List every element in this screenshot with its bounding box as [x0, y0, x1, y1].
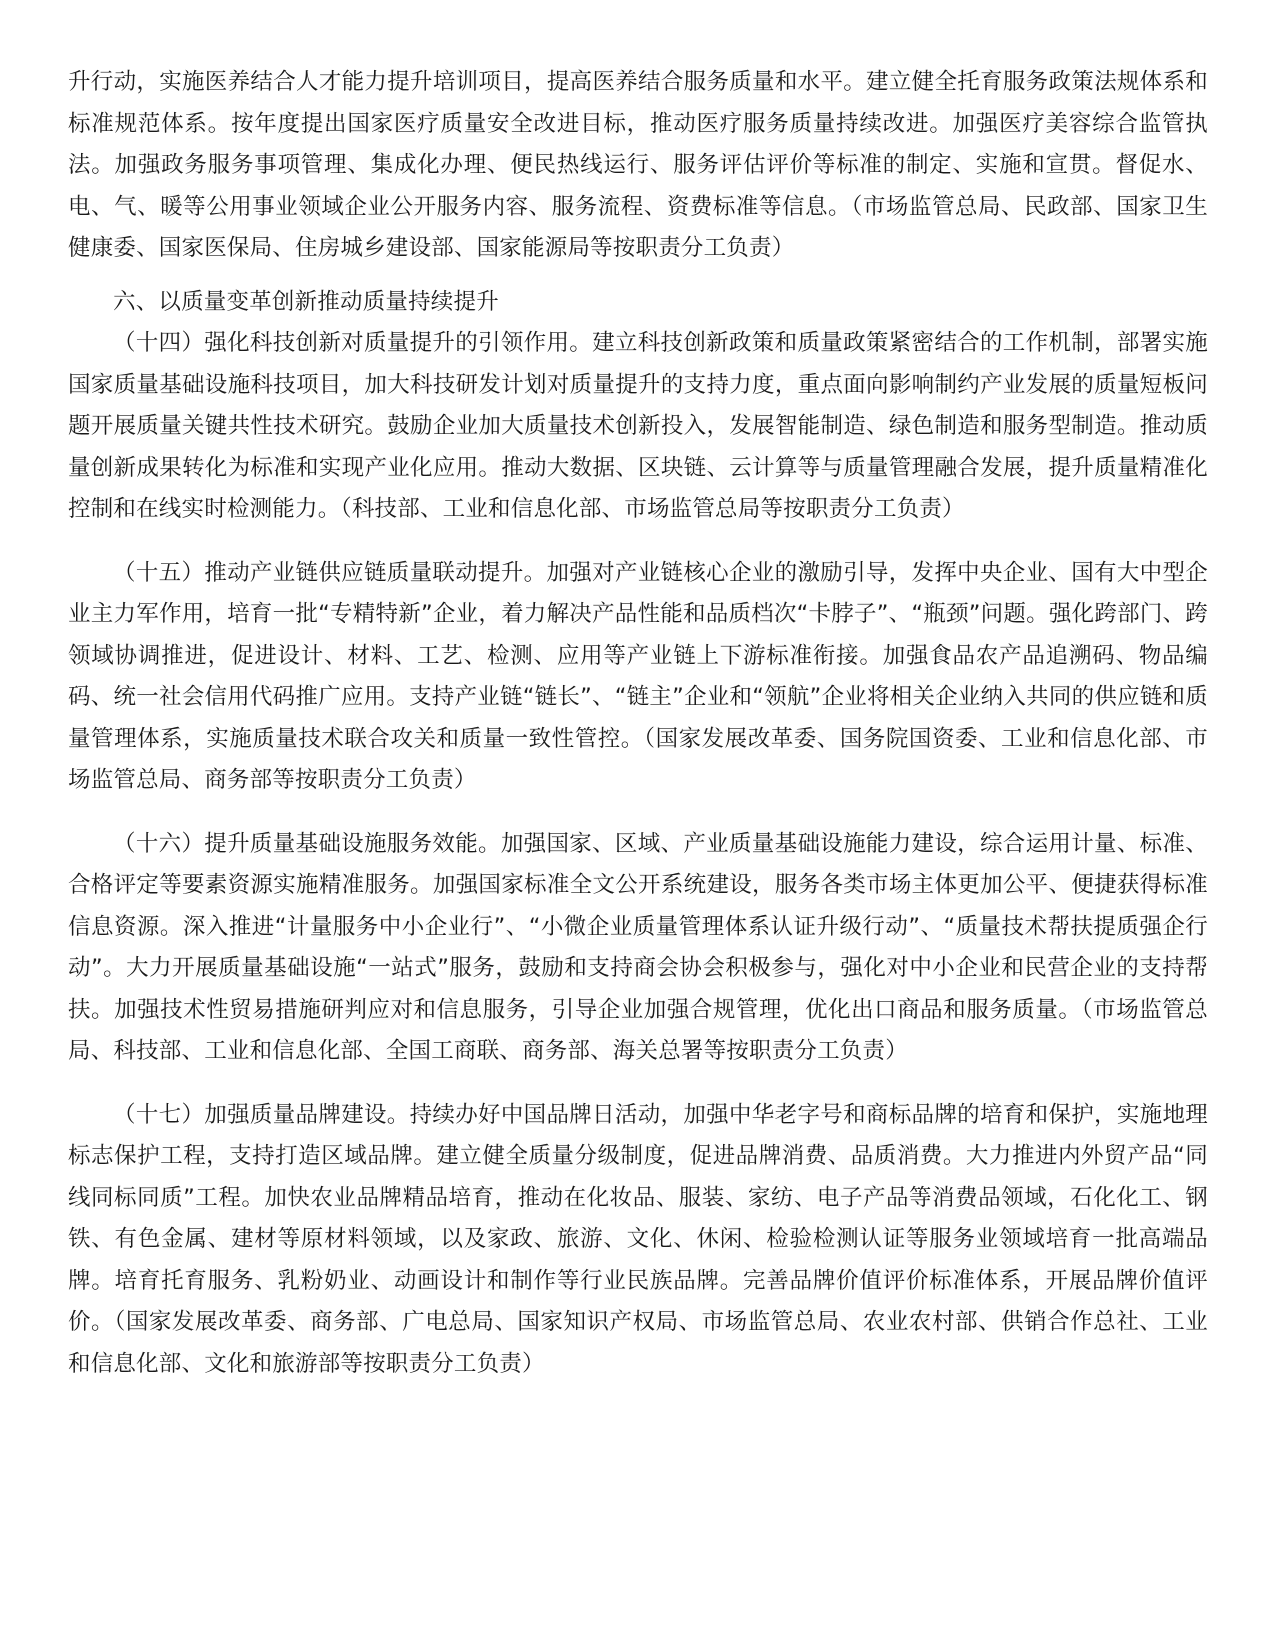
- section-heading: 六、以质量变革创新推动质量持续提升: [113, 288, 499, 315]
- paragraph-16: （十六）提升质量基础设施服务效能。加强国家、区域、产业质量基础设施能力建设，综合运用计量、标准、合格评定等要素资源实施精准服务。加强国家标准全文公开系统建设，服务各类市场主体更加公平、便捷获得标准信息资源。深入推进“计量服务中小企业行”、“小微企业质量管理体系认证升级行动”、“质量技术帮扶提质强企行动”。大力开展质量基础设施“一站式”服务，鼓励和支持商会协会积极参与，强化对中小企业和民营企业的支持帮扶。加强技术性贸易措施研判应对和信息服务，引导企业加强合规管理，优化出口商品和服务质量。（市场监管总局、科技部、工业和信息化部、全国工商联、商务部、海关总署等按职责分工负责）: [68, 830, 1208, 1064]
- paragraph-continuation: 升行动，实施医养结合人才能力提升培训项目，提高医养结合服务质量和水平。建立健全托育服务政策法规体系和标准规范体系。按年度提出国家医疗质量安全改进目标，推动医疗服务质量持续改进。加强医疗美容综合监管执法。加强政务服务事项管理、集成化办理、便民热线运行、服务评估评价等标准的制定、实施和宣贯。督促水、电、气、暖等公用事业领域企业公开服务内容、服务流程、资费标准等信息。（市场监管总局、民政部、国家卫生健康委、国家医保局、住房城乡建设部、国家能源局等按职责分工负责）: [68, 69, 1208, 261]
- paragraph-14: （十四）强化科技创新对质量提升的引领作用。建立科技创新政策和质量政策紧密结合的工作机制，部署实施国家质量基础设施科技项目，加大科技研发计划对质量提升的支持力度，重点面向影响制约产业发展的质量短板问题开展质量关键共性技术研究。鼓励企业加大质量技术创新投入，发展智能制造、绿色制造和服务型制造。推动质量创新成果转化为标准和实现产业化应用。推动大数据、区块链、云计算等与质量管理融合发展，提升质量精准化控制和在线实时检测能力。（科技部、工业和信息化部、市场监管总局等按职责分工负责）: [68, 330, 1208, 522]
- paragraph-15: （十五）推动产业链供应链质量联动提升。加强对产业链核心企业的激励引导，发挥中央企业、国有大中型企业主力军作用，培育一批“专精特新”企业，着力解决产品性能和品质档次“卡脖子”、“瓶颈”问题。强化跨部门、跨领域协调推进，促进设计、材料、工艺、检测、应用等产业链上下游标准衔接。加强食品农产品追溯码、物品编码、统一社会信用代码推广应用。支持产业链“链长”、“链主”企业和“领航”企业将相关企业纳入共同的供应链和质量管理体系，实施质量技术联合攻关和质量一致性管控。（国家发展改革委、国务院国资委、工业和信息化部、市场监管总局、商务部等按职责分工负责）: [68, 559, 1208, 793]
- document-page: [68, 62, 1208, 1385]
- paragraph-17: （十七）加强质量品牌建设。持续办好中国品牌日活动，加强中华老字号和商标品牌的培育和保护，实施地理标志保护工程，支持打造区域品牌。建立健全质量分级制度，促进品牌消费、品质消费。大力推进内外贸产品“同线同标同质”工程。加快农业品牌精品培育，推动在化妆品、服装、家纺、电子产品等消费品领域，石化化工、钢铁、有色金属、建材等原材料领域，以及家政、旅游、文化、休闲、检验检测认证等服务业领域培育一批高端品牌。培育托育服务、乳粉奶业、动画设计和制作等行业民族品牌。完善品牌价值评价标准体系，开展品牌价值评价。（国家发展改革委、商务部、广电总局、国家知识产权局、市场监管总局、农业农村部、供销合作总社、工业和信息化部、文化和旅游部等按职责分工负责）: [68, 1101, 1208, 1377]
